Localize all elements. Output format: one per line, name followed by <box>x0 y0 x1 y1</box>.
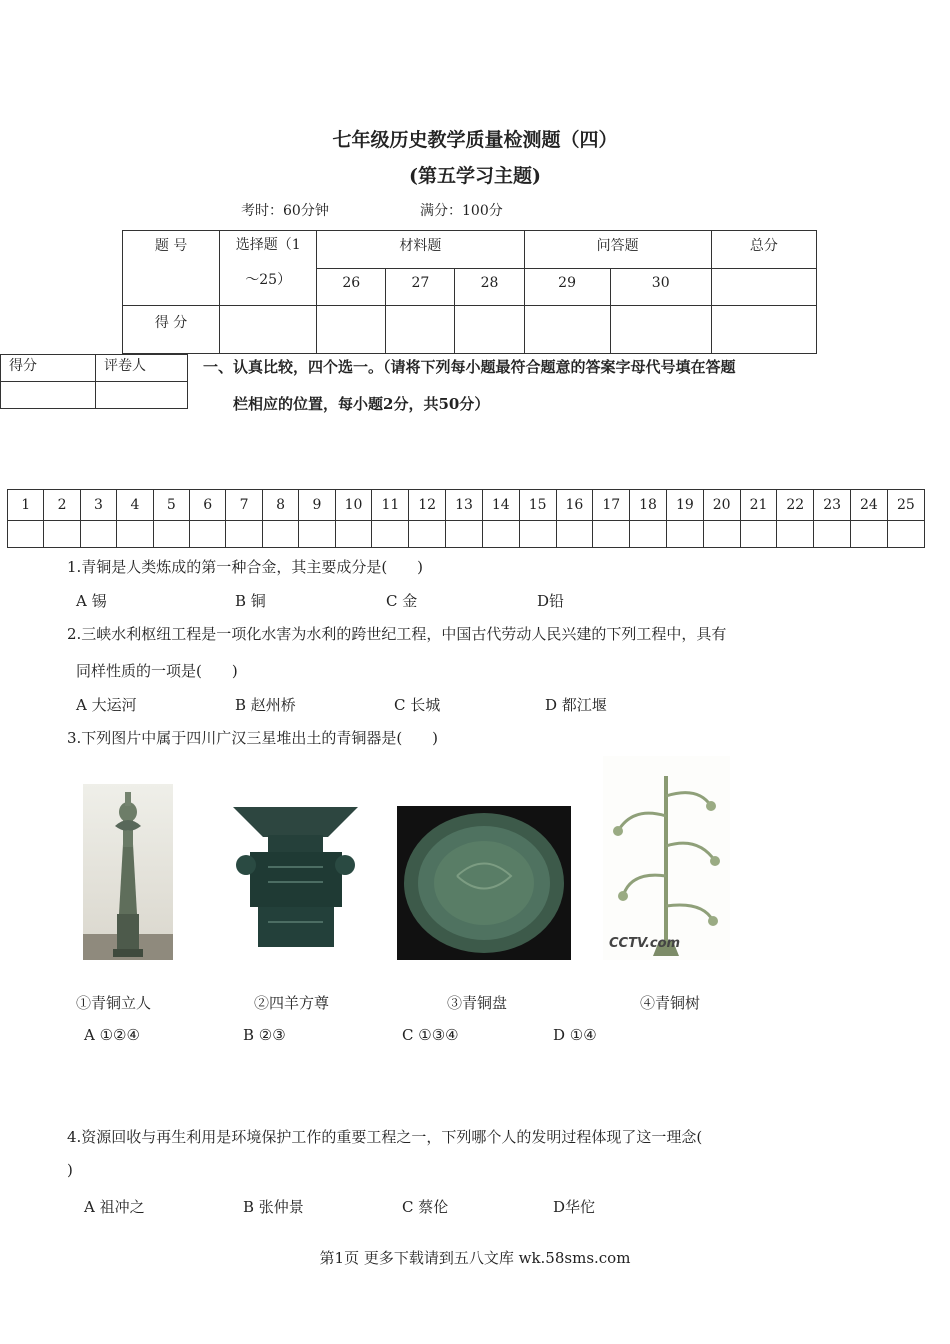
q3-option-c[interactable]: C ①③④ <box>402 1026 459 1044</box>
answer-input-cell[interactable] <box>299 521 335 548</box>
q-num-29: 29 <box>524 268 610 306</box>
q2-option-d[interactable]: D 都江堰 <box>545 696 607 714</box>
answer-number-cell: 14 <box>482 490 519 521</box>
section1-instruction: 一、认真比较，四个选一。（请将下列每小题最符合题意的答案字母代号填在答题 <box>203 358 736 376</box>
grader-score-cell[interactable] <box>1 382 96 409</box>
question-4-cont: ) <box>67 1161 73 1179</box>
q2-option-c[interactable]: C 长城 <box>394 696 441 714</box>
q4-option-b[interactable]: B 张仲景 <box>243 1198 304 1216</box>
question-2-cont: 同样性质的一项是( ) <box>76 662 238 680</box>
q2-option-b[interactable]: B 赵州桥 <box>235 696 296 714</box>
answer-number-cell: 15 <box>519 490 556 521</box>
answer-number-cell: 17 <box>593 490 630 521</box>
answer-number-cell: 21 <box>740 490 777 521</box>
answer-number-cell: 22 <box>777 490 814 521</box>
total-header: 总分 <box>711 231 816 269</box>
q-num-30: 30 <box>610 268 711 306</box>
bronze-standing-figure-image <box>83 784 173 960</box>
page-subtitle: (第五学习主题) <box>409 165 541 187</box>
q1-option-d[interactable]: D铅 <box>537 592 565 610</box>
q4-option-c[interactable]: C 蔡伦 <box>402 1198 449 1216</box>
exam-time: 考时：60分钟 <box>241 203 329 219</box>
q1-option-a[interactable]: A 锡 <box>76 592 107 610</box>
answer-number-cell: 2 <box>44 490 80 521</box>
score-table <box>122 230 817 354</box>
qa-header: 问答题 <box>524 231 711 269</box>
answer-input-cell[interactable] <box>44 521 80 548</box>
answer-input-cell[interactable] <box>226 521 262 548</box>
choice-header: 选择题（1 ～25） <box>220 231 317 306</box>
material-header: 材料题 <box>317 231 524 269</box>
caption-2: ②四羊方尊 <box>254 994 330 1012</box>
answer-number-cell: 12 <box>409 490 446 521</box>
caption-3: ③青铜盘 <box>447 994 508 1012</box>
q-num-26: 26 <box>317 268 386 306</box>
answer-table <box>7 489 925 548</box>
answer-input-cell[interactable] <box>8 521 44 548</box>
section1-instruction-cont: 栏相应的位置，每小题2分，共50分） <box>233 395 490 413</box>
answer-input-cell[interactable] <box>372 521 409 548</box>
answer-number-cell: 25 <box>887 490 924 521</box>
q1-option-b[interactable]: B 铜 <box>235 592 266 610</box>
page-footer: 第1页 更多下载请到五八文库 wk.58sms.com <box>319 1249 631 1267</box>
score-cell[interactable] <box>220 306 317 354</box>
score-cell[interactable] <box>610 306 711 354</box>
grader-name-cell[interactable] <box>96 382 188 409</box>
q3-option-a[interactable]: A ①②④ <box>84 1026 140 1044</box>
answer-input-cell[interactable] <box>887 521 924 548</box>
q-num-28: 28 <box>455 268 524 306</box>
answer-input-cell[interactable] <box>519 521 556 548</box>
bronze-tree-image <box>603 756 730 960</box>
q1-option-c[interactable]: C 金 <box>386 592 418 610</box>
score-table-col-label: 题 号 <box>123 231 220 306</box>
answer-number-cell: 23 <box>814 490 851 521</box>
total-blank <box>711 268 816 306</box>
q3-option-d[interactable]: D ①④ <box>553 1026 597 1044</box>
answer-number-cell: 6 <box>190 490 226 521</box>
answer-number-cell: 4 <box>117 490 153 521</box>
answer-input-cell[interactable] <box>190 521 226 548</box>
page-title: 七年级历史教学质量检测题（四） <box>332 129 618 151</box>
answer-number-cell: 5 <box>153 490 189 521</box>
score-cell[interactable] <box>711 306 816 354</box>
answer-number-cell: 24 <box>851 490 888 521</box>
score-cell[interactable] <box>524 306 610 354</box>
answer-input-cell[interactable] <box>335 521 372 548</box>
q4-option-a[interactable]: A 祖冲之 <box>84 1198 145 1216</box>
bronze-plate-image <box>397 806 571 960</box>
score-cell[interactable] <box>386 306 455 354</box>
answer-input-cell[interactable] <box>740 521 777 548</box>
answer-input-cell[interactable] <box>482 521 519 548</box>
answer-number-cell: 10 <box>335 490 372 521</box>
q-num-27: 27 <box>386 268 455 306</box>
answer-input-cell[interactable] <box>556 521 593 548</box>
answer-input-cell[interactable] <box>703 521 740 548</box>
answer-input-cell[interactable] <box>153 521 189 548</box>
question-4: 4.资源回收与再生利用是环境保护工作的重要工程之一，下列哪个人的发明过程体现了这一理念( <box>67 1128 703 1146</box>
answer-number-cell: 20 <box>703 490 740 521</box>
answer-input-cell[interactable] <box>262 521 298 548</box>
answer-number-cell: 3 <box>80 490 116 521</box>
answer-number-cell: 18 <box>630 490 667 521</box>
answer-input-cell[interactable] <box>80 521 116 548</box>
answer-number-cell: 1 <box>8 490 44 521</box>
answer-input-cell[interactable] <box>446 521 483 548</box>
q3-option-b[interactable]: B ②③ <box>243 1026 286 1044</box>
grader-label: 评卷人 <box>96 355 188 382</box>
score-cell[interactable] <box>455 306 524 354</box>
score-cell[interactable] <box>317 306 386 354</box>
answer-number-cell: 9 <box>299 490 335 521</box>
answer-number-cell: 7 <box>226 490 262 521</box>
answer-input-cell[interactable] <box>666 521 703 548</box>
answer-number-cell: 16 <box>556 490 593 521</box>
grader-score-label: 得分 <box>1 355 96 382</box>
four-ram-zun-image <box>228 807 363 950</box>
question-1: 1.青铜是人类炼成的第一种合金，其主要成分是( ) <box>67 558 424 576</box>
answer-number-cell: 13 <box>446 490 483 521</box>
caption-1: ①青铜立人 <box>76 994 152 1012</box>
q4-option-d[interactable]: D华佗 <box>553 1198 596 1216</box>
answer-input-cell[interactable] <box>851 521 888 548</box>
answer-number-cell: 11 <box>372 490 409 521</box>
caption-4: ④青铜树 <box>640 994 701 1012</box>
answer-input-cell[interactable] <box>593 521 630 548</box>
answer-input-cell[interactable] <box>409 521 446 548</box>
full-score: 满分：100分 <box>420 203 503 219</box>
answer-input-cell[interactable] <box>630 521 667 548</box>
answer-input-cell[interactable] <box>117 521 153 548</box>
q2-option-a[interactable]: A 大运河 <box>76 696 137 714</box>
question-2: 2.三峡水利枢纽工程是一项化水害为水利的跨世纪工程，中国古代劳动人民兴建的下列工程中，具有 <box>67 625 727 643</box>
answer-input-cell[interactable] <box>777 521 814 548</box>
answer-number-cell: 8 <box>262 490 298 521</box>
score-row-label: 得 分 <box>123 306 220 354</box>
cctv-watermark: CCTV.com <box>609 936 681 951</box>
answer-number-cell: 19 <box>666 490 703 521</box>
answer-input-cell[interactable] <box>814 521 851 548</box>
grader-table <box>0 354 188 409</box>
question-3: 3.下列图片中属于四川广汉三星堆出土的青铜器是( ) <box>67 729 439 747</box>
